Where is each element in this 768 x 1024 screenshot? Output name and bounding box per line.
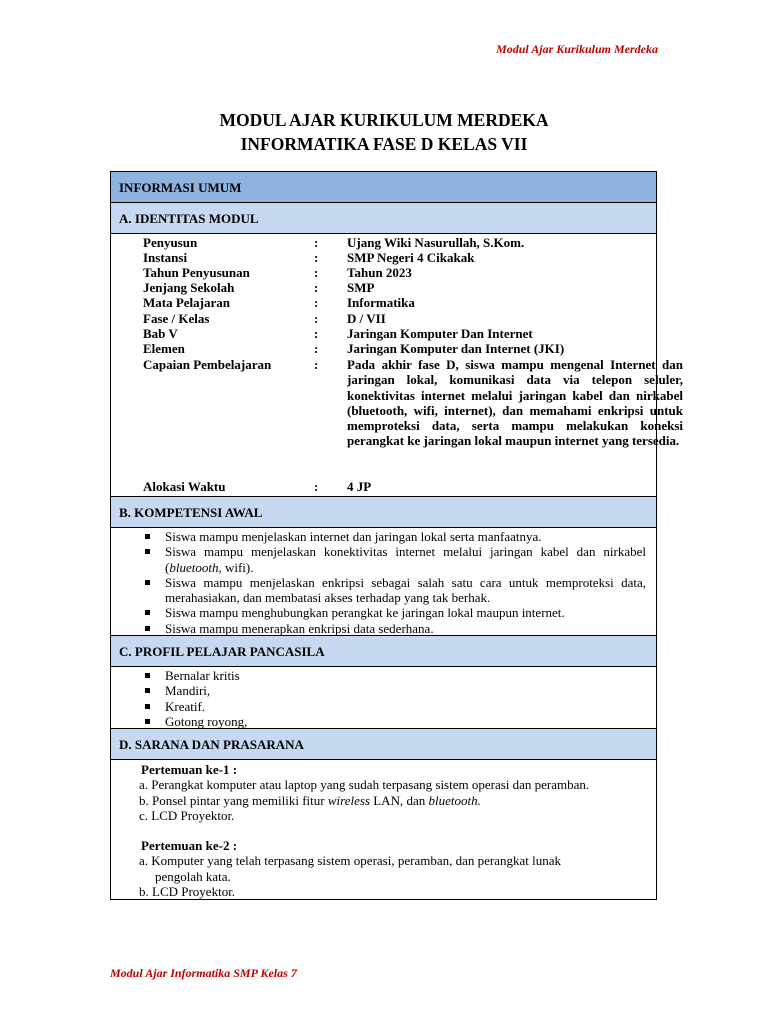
pertemuan-1-title: Pertemuan ke-1 : — [141, 762, 238, 777]
identitas-colon: : — [314, 479, 319, 494]
identitas-value: Informatika — [347, 295, 415, 310]
title-line-1: MODUL AJAR KURIKULUM MERDEKA — [219, 110, 549, 130]
sarana-item: a. Perangkat komputer atau laptop yang sudah terpasang sistem operasi dan peramban. — [139, 777, 590, 793]
identitas-label: Jenjang Sekolah — [143, 280, 235, 295]
pertemuan-2-title: Pertemuan ke-2 : — [141, 838, 238, 854]
profil-list — [111, 667, 656, 729]
kompetensi-list — [111, 528, 656, 636]
identitas-colon: : — [314, 250, 319, 265]
sarana-content — [111, 760, 656, 899]
title-line-2: INFORMATIKA FASE D KELAS VII — [240, 134, 528, 154]
identitas-value: Ujang Wiki Nasurullah, S.Kom. — [347, 235, 525, 250]
identitas-value: D / VII — [347, 311, 386, 326]
list-item: Siswa mampu menghubungkan perangkat ke jaringan lokal maupun internet. — [111, 605, 656, 620]
identitas-label: Elemen — [143, 341, 185, 356]
list-item: Gotong royong, — [111, 714, 656, 729]
sarana-item: a. Komputer yang telah terpasang sistem operasi, peramban, dan perangkat lunak — [139, 853, 561, 869]
section-identitas-modul: A. IDENTITAS MODUL — [111, 203, 656, 234]
identitas-label: Alokasi Waktu — [143, 479, 226, 494]
document-title — [0, 108, 768, 156]
section-profil-pelajar: C. PROFIL PELAJAR PANCASILA — [111, 636, 656, 667]
identitas-label: Penyusun — [143, 235, 198, 250]
sarana-item-continued: pengolah kata. — [155, 868, 231, 884]
list-item: Kreatif. — [111, 699, 656, 714]
identitas-colon: : — [314, 295, 319, 310]
identitas-value: Jaringan Komputer dan Internet (JKI) — [347, 341, 565, 356]
header-note: Modul Ajar Kurikulum Merdeka — [496, 42, 658, 56]
identitas-label: Instansi — [143, 250, 188, 265]
section-kompetensi-awal: B. KOMPETENSI AWAL — [111, 497, 656, 528]
footer-note: Modul Ajar Informatika SMP Kelas 7 — [110, 966, 297, 980]
identitas-value: Jaringan Komputer Dan Internet — [347, 326, 533, 341]
identitas-colon: : — [314, 326, 319, 341]
identitas-colon: : — [314, 280, 319, 295]
module-table — [110, 171, 683, 900]
sarana-item: b. LCD Proyektor. — [139, 884, 236, 900]
identitas-colon: : — [314, 311, 319, 326]
identitas-value: SMP Negeri 4 Cikakak — [347, 250, 475, 265]
identitas-label: Tahun Penyusunan — [143, 265, 250, 280]
identitas-label: Mata Pelajaran — [143, 295, 231, 310]
identitas-colon: : — [314, 265, 319, 280]
sarana-item: c. LCD Proyektor. — [139, 807, 235, 823]
section-sarana-prasarana: D. SARANA DAN PRASARANA — [111, 729, 656, 760]
identitas-label: Bab V — [143, 326, 178, 341]
sarana-item: b. Ponsel pintar yang memiliki fitur wireless LAN, dan bluetooth. — [139, 792, 481, 808]
identitas-colon: : — [314, 341, 319, 356]
section-informasi-umum: INFORMASI UMUM — [111, 172, 656, 203]
list-item: Siswa mampu menjelaskan internet dan jaringan lokal serta manfaatnya. — [111, 529, 656, 544]
identitas-label: Fase / Kelas — [143, 311, 210, 326]
identitas-colon: : — [314, 235, 319, 250]
list-item: Siswa mampu menjelaskan konektivitas internet melalui jaringan kabel dan nirkabel (bluetooth, wifi). — [111, 544, 656, 575]
identitas-value: Tahun 2023 — [347, 265, 412, 280]
identitas-list — [111, 234, 683, 497]
identitas-colon: : — [314, 357, 319, 372]
capaian-pembelajaran-text: Pada akhir fase D, siswa mampu mengenal Internet dan jaringan lokal, komunikasi data via telepon seluler, konektivitas internet melalui jaringan kabel dan nirkabel (bluetooth, wifi, internet), dan memahami enkripsi untuk memproteksi data, serta mampu melakukan koneksi perangkat ke jaringan lokal maupun internet yang tersedia. — [347, 357, 683, 449]
identitas-label: Capaian Pembelajaran — [143, 357, 272, 372]
list-item: Siswa mampu menerapkan enkripsi data sederhana. — [111, 621, 656, 636]
identitas-value: SMP — [347, 280, 375, 295]
list-item: Bernalar kritis — [111, 668, 656, 683]
list-item: Mandiri, — [111, 683, 656, 698]
list-item: Siswa mampu menjelaskan enkripsi sebagai salah satu cara untuk memproteksi data, merahasiakan, dan membatasi akses terhadap yang tak berhak. — [111, 575, 656, 606]
identitas-value: 4 JP — [347, 479, 372, 494]
